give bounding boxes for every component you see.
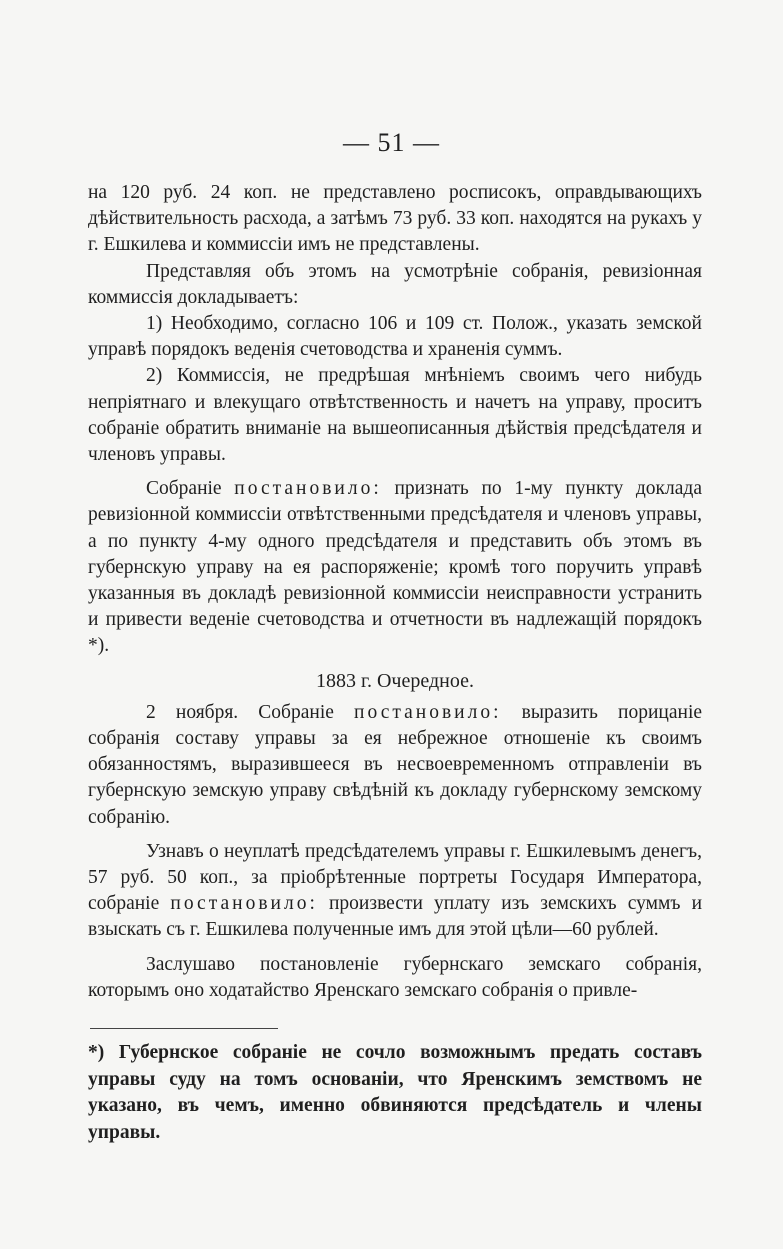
resolution-word: постановило:	[354, 701, 502, 723]
resolution-word: постановило:	[170, 893, 318, 915]
body-text	[88, 180, 702, 1004]
footnote-divider	[90, 1028, 278, 1029]
resolution-text: произвести уплату изъ земскихъ суммъ и взыскать съ г. Ешкилева полученные имъ для этой цѣли—60 рублей.	[88, 893, 703, 941]
resolution-lead: 2 ноября. Собраніе	[146, 701, 334, 723]
paragraph-point-1: 1) Необходимо, согласно 106 и 109 ст. Полож., указать земской управѣ порядокъ веденія счетоводства и храненія суммъ.	[88, 313, 702, 361]
paragraph-point-2: 2) Коммиссія, не предрѣшая мнѣніемъ своимъ чего нибудь непріятнаго и влекущаго отвѣтственность и начетъ на управу, проситъ собраніе обратить вниманіе на вышеописанныя дѣйствія предсѣдателя и членовъ управы.	[88, 365, 702, 466]
resolution-text: признать по 1-му пункту доклада ревизіонной коммиссіи отвѣтственными предсѣдателя и членовъ управы, а по пункту 4-му одного предсѣдателя и представить объ этомъ въ губернскую управу на ея распоряженіе; кромѣ того поручить управѣ указанныя въ докладѣ ревизіонной коммиссіи неисправности устранить и привести веденіе счетоводства и отчетности въ надлежащій порядокъ *).	[88, 478, 702, 657]
paragraph-commission-report: Представляя объ этомъ на усмотрѣніе собранія, ревизіонная коммиссія докладываетъ:	[88, 260, 702, 308]
resolution-word: постановило:	[234, 478, 382, 500]
paragraph-continuation: на 120 руб. 24 коп. не представлено росписокъ, оправдывающихъ дѣйствительность расхода, а затѣмъ 73 руб. 33 коп. находятся на рукахъ у г. Ешкилева и коммиссіи имъ не представлены.	[88, 182, 702, 256]
paragraph-governorate-resolution: Заслушаво постановленіе губернскаго земскаго собранія, которымъ оно ходатайство Яренскаго земскаго собранія о привле-	[88, 953, 702, 1001]
paragraph-resolution-1	[88, 476, 702, 659]
paragraph-resolution-3	[88, 839, 702, 944]
resolution-lead: Узнавъ о неуплатѣ предсѣдателемъ управы г. Ешкилевымъ денегъ, 57 руб. 50 коп., за пріобрѣтенные портреты Государя Императора, собраніе	[88, 840, 702, 915]
footnote: *) Губернское собраніе не сочло возможнымъ предать составъ управы суду на томъ основаніи, что Яренскимъ земствомъ не указано, въ чемъ, именно обвиняются предсѣдатель и члены управы.	[88, 1042, 702, 1143]
page-number: — 51 —	[343, 128, 440, 157]
resolution-lead: Собраніе	[146, 478, 222, 500]
section-heading: 1883 г. Очередное.	[316, 669, 474, 692]
paragraph-resolution-2	[88, 700, 702, 831]
resolution-text: выразить порицаніе собранія составу управы за ея небрежное отношеніе къ своимъ обязанностямъ, выразившееся въ несвоевременномъ отправленіи въ губернскую земскую управу свѣдѣній къ докладу губернскому земскому собранію.	[88, 701, 703, 828]
